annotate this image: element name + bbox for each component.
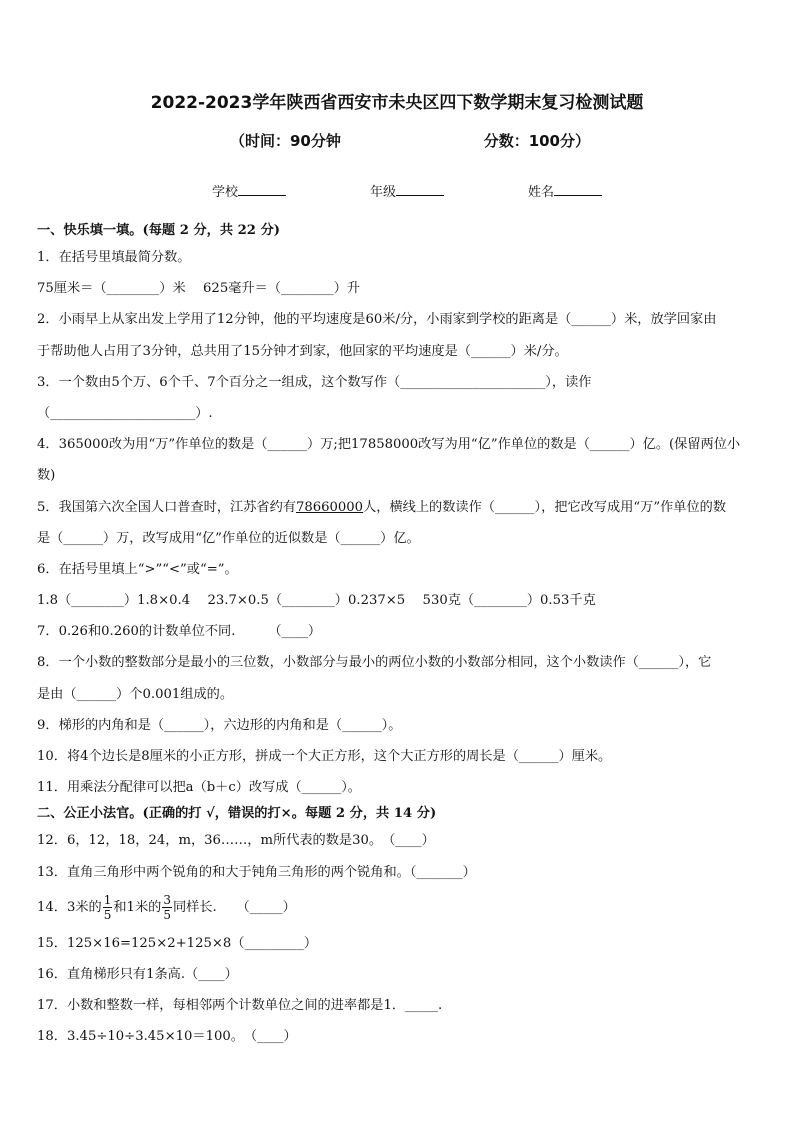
fraction-three-fifths xyxy=(162,893,172,922)
school-label: 学校 xyxy=(212,185,239,200)
question-line: 15．125×16=125×2+125×8（_________） xyxy=(37,935,318,951)
name-label: 姓名 xyxy=(527,185,554,200)
question-line: 7．0.26和0.260的计数单位不同. （____） xyxy=(37,624,322,640)
exam-meta xyxy=(230,130,590,151)
q14-text-a: 14．3米的 xyxy=(37,899,102,915)
question-line: 11．用乘法分配律可以把a（b＋c）改写成（______）。 xyxy=(37,780,361,796)
question-line: 75厘米＝（________）米 625毫升＝（________）升 xyxy=(37,281,361,297)
question-line xyxy=(37,888,759,928)
fraction-denominator: 5 xyxy=(163,907,171,922)
q14-text-c: 同样长. （_____） xyxy=(172,899,296,915)
question-line: （______________________）. xyxy=(37,405,213,421)
question-line: 12．6，12，18，24，m，36……，m所代表的数是30。 （____） xyxy=(37,833,435,849)
score-text: 分数：100分） xyxy=(483,132,590,150)
q5-text-a: 5．我国第六次全国人口普查时，江苏省约有 xyxy=(37,499,296,515)
student-info xyxy=(212,181,602,200)
time-text: （时间：90分钟 xyxy=(230,132,341,150)
page-title: 2022-2023学年陕西省西安市未央区四下数学期末复习检测试题 xyxy=(150,93,644,113)
question-line: 13．直角三角形中两个锐角的和大于钝角三角形的两个锐角和。（_______） xyxy=(37,864,476,880)
question-line: 4．365000改为用“万”作单位的数是（______）万;把17858000改写为用“亿”作单位的数是（______）亿。(保留两位小 xyxy=(37,437,741,453)
q5-text-b: 人，横线上的数读作（______），把它改写成用“万”作单位的数 xyxy=(363,499,727,515)
q14-text-b: 和1米的 xyxy=(113,899,162,915)
grade-field[interactable] xyxy=(370,181,444,200)
fraction-numerator: 3 xyxy=(163,892,171,907)
question-line: 2．小雨早上从家出发上学用了12分钟，他的平均速度是60米/分，小雨家到学校的距离是（______）米，放学回家由 xyxy=(37,312,717,328)
question-line: 是（______）万，改写成用“亿”作单位的近似数是（______）亿。 xyxy=(37,530,420,546)
q5-underlined-number: 78660000 xyxy=(295,499,364,515)
question-list xyxy=(37,220,759,1053)
question-line: 9．梯形的内角和是（______），六边形的内角和是（______）。 xyxy=(37,717,402,733)
question-line: 是由（______）个0.001组成的。 xyxy=(37,686,234,702)
school-field[interactable] xyxy=(212,181,286,200)
grade-blank[interactable] xyxy=(396,183,444,196)
fraction-numerator: 1 xyxy=(103,892,112,907)
name-field[interactable] xyxy=(528,181,602,200)
section-heading-1: 一、快乐填一填。(每题 2 分，共 22 分) xyxy=(37,223,280,238)
question-line: 18．3.45÷10÷3.45×10＝100。 （____） xyxy=(37,1029,297,1045)
fraction-denominator: 5 xyxy=(103,907,112,922)
question-line: 于帮助他人占用了3分钟，总共用了15分钟才到家，他回家的平均速度是（______）米/分。 xyxy=(37,343,568,359)
question-line: 17．小数和整数一样，每相邻两个计数单位之间的进率都是1．_____. xyxy=(37,998,443,1014)
question-line: 数) xyxy=(37,468,56,484)
grade-label: 年级 xyxy=(369,185,396,200)
section-heading-2: 二、公正小法官。(正确的打 √，错误的打×。每题 2 分，共 14 分) xyxy=(37,806,437,822)
question-line: 1．在括号里填最简分数。 xyxy=(37,250,191,265)
question-line: 10．将4个边长是8厘米的小正方形，拼成一个大正方形，这个大正方形的周长是（______）厘米。 xyxy=(37,749,612,764)
question-line: 16．直角梯形只有1条高.（____） xyxy=(37,966,238,982)
question-line: 8．一个小数的整数部分是最小的三位数，小数部分与最小的两位小数的小数部分相同，这个小数读作（______），它 xyxy=(37,655,712,671)
question-line: 3．一个数由5个万、6个千、7个百分之一组成，这个数写作（______________________），读作 xyxy=(37,374,592,390)
name-blank[interactable] xyxy=(554,183,602,196)
fraction-one-fifth xyxy=(103,893,113,922)
question-line: 6．在括号里填上“>”“<”或“=”。 xyxy=(37,561,238,577)
school-blank[interactable] xyxy=(238,183,286,196)
question-line xyxy=(37,492,759,523)
question-line: 1.8（________）1.8×0.4 23.7×0.5（________）0.237×5 530克（________）0.53千克 xyxy=(37,593,596,609)
